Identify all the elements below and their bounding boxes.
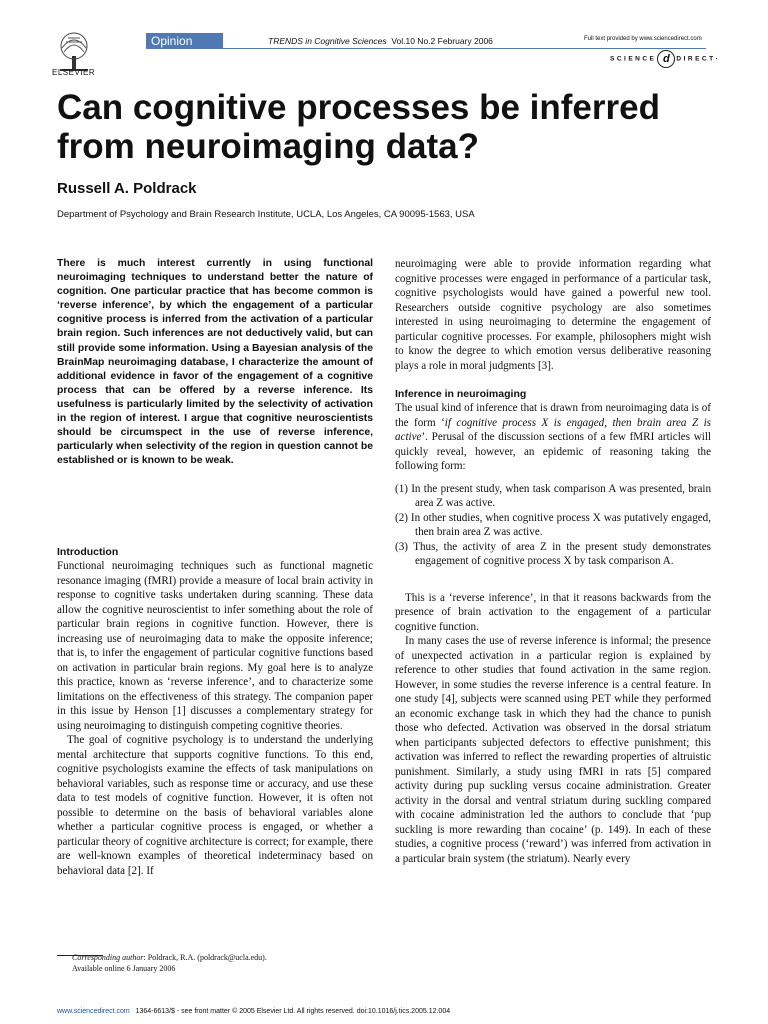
article-title: Can cognitive processes be inferred from neuroimaging data? <box>57 88 660 166</box>
inference-heading: Inference in neuroimaging <box>395 388 527 400</box>
inference-text-b: ’. Perusal of the discussion sections of a few fMRI articles will quickly reveal, however, an epidemic of reasoning taking the following form: <box>395 431 711 472</box>
available-online: Available online 6 January 2006 <box>72 964 176 973</box>
page-footer <box>57 1008 450 1015</box>
full-text-provider[interactable]: Full text provided by www.sciencedirect.com <box>584 36 702 42</box>
examples-paragraph: In many cases the use of reverse inference is informal; the presence of unexpected activation in a particular region is explained by reference to other studies that found activation in the same region. However, in some studies the reverse inference is a central feature. In one study [4], subjects were scanned using PET while they performed an economic exchange task in which they had the chance to punish those who defected. Activation was observed in the dorsal striatum when participants subjected defectors to effective punishment; this activation was inferred to reflect the rewarding properties of altruistic punishment. Similarly, a study using fMRI in rats [5] compared activity during pup suckling versus cocaine administration. Greater activity in the dorsal and ventral striatum during suckling compared with cocaine administration led the authors to conclude that ‘pup suckling is more rewarding than cocaine’ (p. 149). In each of these studies, a cognitive process (‘reward’) was inferred from activation in a particular brain system (the striatum). Nearly every <box>395 635 711 865</box>
reverse-inference-paragraph: This is a ‘reverse inference’, in that it reasons backwards from the presence of brain activation to the engagement of a particular cognitive function. <box>395 591 711 633</box>
inference-text-a: The usual kind of inference that is drawn from neuroimaging data is of the form ‘ <box>395 402 711 429</box>
intro-paragraph-2: The goal of cognitive psychology is to understand the underlying mental architecture that supports cognitive functions. To this end, cognitive psychologists examine the effects of task manipulations on behavioral variables, such as response time or accuracy, and use these data to test models of cognitive function. However, it is often not possible to determine on the basis of behavioral variables alone whether a particular cognitive process is engaged, or whether a particular theory of cognitive architecture is correct; for example, there are well-known examples of theoretical indeterminacy based on behavioral data [2]. If <box>57 734 373 877</box>
list-item: (3) Thus, the activity of area Z in the present study demonstrates engagement of cognitive process X by task comparison A. <box>395 540 711 567</box>
abstract: There is much interest currently in using functional neuroimaging techniques to understand better the nature of cognition. One particular practice that has become common is ‘reverse inference’, by which the engagement of a particular cognitive process is inferred from the activation of a particular brain region. Such inferences are not deductively valid, but can still provide some information. Using a Bayesian analysis of the BrainMap neuroimaging database, I characterize the amount of additional evidence in favor of the engagement of a cognitive process that can be offered by a reverse inference. Its usefulness is particularly limited by the selectivity of activation in the region of interest. I argue that cognitive neuroscientists should be circumspect in the use of reverse inference, particularly when selectivity of the region in question cannot be established or is known to be weak. <box>57 258 373 467</box>
inference-paragraph <box>395 401 711 474</box>
footnote <box>72 952 267 974</box>
author-name: Russell A. Poldrack <box>57 180 197 197</box>
right-paragraph-1: neuroimaging were able to provide information regarding what cognitive processes were engaged in performance of a particular task, cognitive psychologists would have gained a powerful new tool. Researchers outside cognitive psychology are also sometimes interested in using neuroimaging to determine the engagement of particular cognitive processes. For example, philosophers might wish to know the degree to which emotion versus deliberative reasoning plays a role in moral judgments [3]. <box>395 258 711 372</box>
sciencedirect-logo: SCIENCE d DIRECT· <box>610 50 720 68</box>
section-tag: Opinion <box>146 33 223 49</box>
list-item: (1) In the present study, when task comparison A was presented, brain area Z was active. <box>395 482 711 509</box>
copyright-text: 1364-6613/$ - see front matter © 2005 Elsevier Ltd. All rights reserved. doi:10.1016/j.tics.2005.12.004 <box>135 1008 451 1015</box>
corresponding-author-label: Corresponding author <box>72 953 144 962</box>
introduction-section <box>57 545 373 878</box>
journal-info <box>268 36 493 46</box>
list-item: (2) In other studies, when cognitive process X was putatively engaged, then brain area Z was active. <box>395 511 711 538</box>
corresponding-author-text: : Poldrack, R.A. (poldrack@ucla.edu). <box>143 953 267 962</box>
right-column <box>395 257 711 866</box>
publisher-wordmark: ELSEVIER <box>52 68 96 77</box>
journal-name: TRENDS in Cognitive Sciences <box>268 36 387 46</box>
sciencedirect-link[interactable]: www.sciencedirect.com <box>57 1008 130 1015</box>
journal-issue: Vol.10 No.2 February 2006 <box>391 36 493 46</box>
header-rule <box>146 48 706 49</box>
introduction-heading: Introduction <box>57 546 119 558</box>
intro-paragraph-1: Functional neuroimaging techniques such as functional magnetic resonance imaging (fMRI) provide a measure of local brain activity in response to cognitive tasks undertaken during scanning. These data allow the cognitive neuroscientist to infer something about the role of particular brain regions in cognitive function. However, there is increasing use of neuroimaging data to make the opposite inference; that is, to infer the engagement of particular cognitive functions based on activation in particular brain regions. My goal here is to analyze this practice, known as ‘reverse inference’, and to characterize some limitations on the effectiveness of this strategy. The companion paper in this issue by Henson [1] discusses a complementary strategy for using neuroimaging to distinguish competing cognitive theories. <box>57 560 373 732</box>
inference-text-italic: if cognitive process X is engaged, then brain area Z is active <box>395 416 711 443</box>
author-affiliation: Department of Psychology and Brain Research Institute, UCLA, Los Angeles, CA 90095-1563, USA <box>57 209 475 220</box>
reasoning-list <box>395 482 711 569</box>
